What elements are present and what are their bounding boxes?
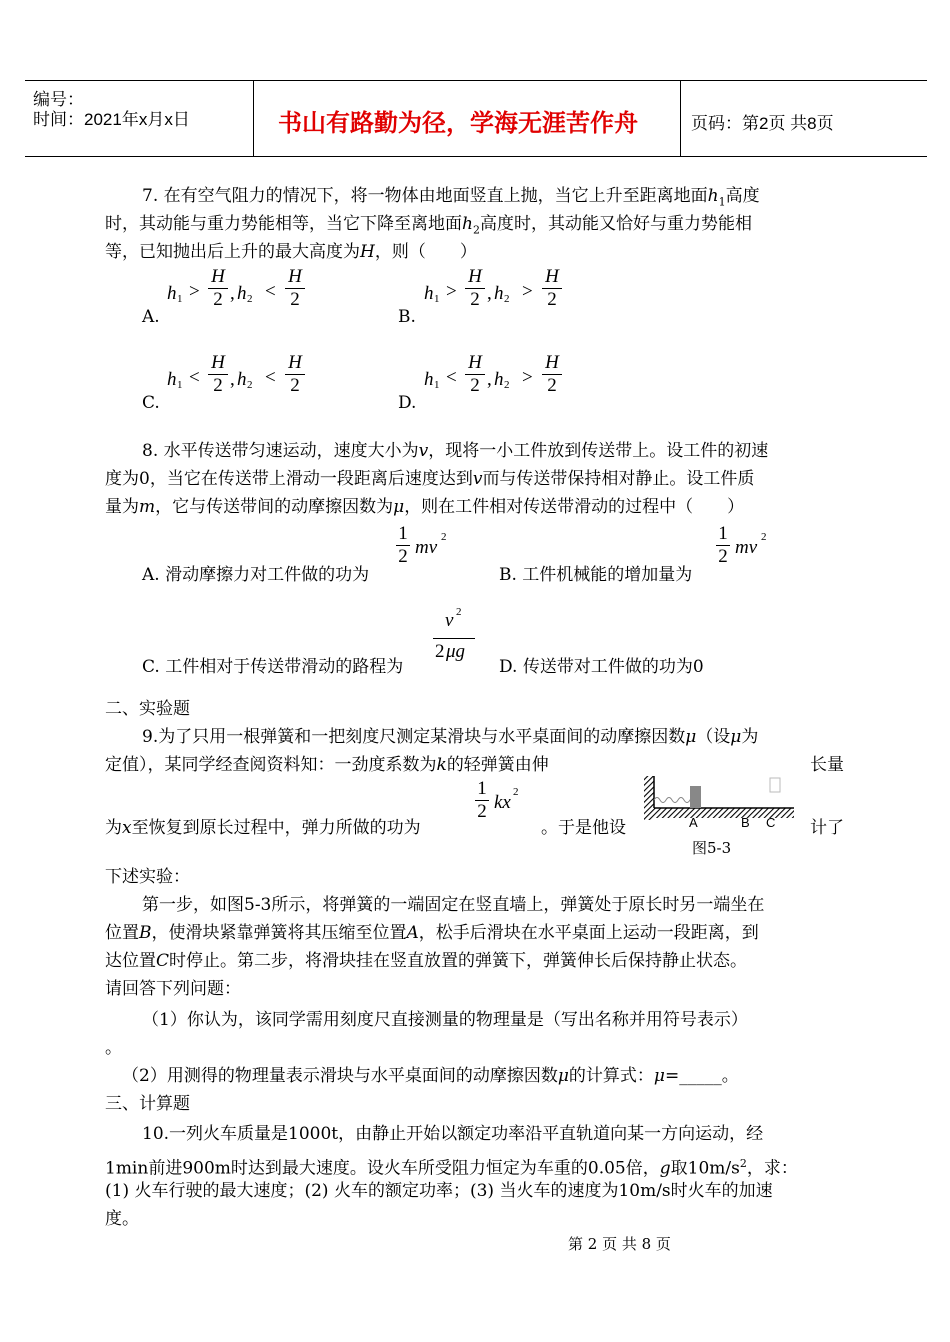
- fig-label-b: B: [741, 815, 750, 830]
- answer-blank[interactable]: _____: [679, 1066, 722, 1086]
- q9-line3: 为x至恢复到原长过程中，弹力所做的功为: [105, 818, 421, 838]
- q9-line1: 9.为了只用一根弹簧和一把刻度尺测定某滑块与水平桌面间的动摩擦因数μ（设μ为: [142, 727, 759, 747]
- motto-title: 书山有路勤为径，学海无涯苦作舟: [278, 110, 638, 137]
- q7-option-a-formula: h 1 > H 2 , h 2 < H 2: [167, 266, 317, 322]
- page-code: 页码：第2页 共8页: [691, 114, 834, 133]
- q9-line3-tail: 。于是他设: [541, 818, 626, 838]
- q8-option-c-formula: v 2 2 μg: [433, 608, 477, 668]
- q9-line2-tail: 长量: [810, 755, 844, 775]
- q8-option-a-formula: 1 2 mv 2: [396, 523, 456, 579]
- section-heading-calculation: 三、计算题: [105, 1094, 190, 1114]
- q9-work-formula: 1 2 kx 2: [475, 778, 535, 834]
- slider-block: [690, 786, 701, 808]
- q10-line3: (1) 火车行驶的最大速度；(2) 火车的额定功率；(3) 当火车的速度为10m/s时火车的加速: [105, 1181, 773, 1201]
- q7-option-b-label: B.: [398, 307, 416, 327]
- q8-line2: 度为0，当它在传送带上滑动一段距离后速度达到v而与传送带保持相对静止。设工件质: [105, 469, 755, 489]
- header-divider: [680, 81, 681, 156]
- spring-coil: [654, 798, 696, 803]
- q8-line3: 量为m，它与传送带间的动摩擦因数为μ，则在工件相对传送带滑动的过程中（ ）: [105, 497, 745, 517]
- q7-line1: 7. 在有空气阻力的情况下，将一物体由地面竖直上抛，当它上升至距离地面$h_1$高度: [142, 186, 760, 209]
- q7-option-c-label: C.: [142, 393, 160, 413]
- q10-line2: 1min前进900m时达到最大速度。设火车所受阻力恒定为车重的0.05倍，g取$10m/s^2$，求：: [105, 1157, 798, 1179]
- q7-line3: 等，已知抛出后上升的最大高度为H，则（ ）: [105, 242, 477, 262]
- q8-option-c: C. 工件相对于传送带滑动的路程为: [142, 657, 404, 677]
- time-label: 时间：2021年x月x日: [33, 110, 190, 129]
- fig-label-c: C: [766, 815, 776, 830]
- q9-para4: 请回答下列问题：: [105, 979, 241, 999]
- q9-sub1-end: 。: [105, 1038, 122, 1058]
- q7-option-d-label: D.: [398, 393, 417, 413]
- serial-label: 编号：: [33, 90, 84, 109]
- q7-option-c-formula: h 1 < H 2 , h 2 < H 2: [167, 352, 317, 408]
- fig-label-a: A: [689, 815, 698, 830]
- q8-option-b-formula: 1 2 mv 2: [716, 523, 776, 579]
- q10-line4: 度。: [105, 1209, 139, 1229]
- q7-line2: 时，其动能与重力势能相等，当它下降至离地面$h_2$高度时，其动能又恰好与重力势能相: [105, 214, 752, 237]
- q9-para1: 第一步，如图5-3所示，将弹簧的一端固定在竖直墙上，弹簧处于原长时另一端坐在: [142, 895, 765, 915]
- q9-line4: 下述实验：: [105, 867, 190, 887]
- q7-option-d-formula: h 1 < H 2 , h 2 > H 2: [424, 352, 574, 408]
- q9-sub2: （2）用测得的物理量表示滑块与水平桌面间的动摩擦因数μ的计算式：μ=_____。: [122, 1066, 739, 1086]
- q9-line2: 定值），某同学经查阅资料知：一劲度系数为k的轻弹簧由伸: [105, 755, 549, 775]
- q7-option-a-label: A.: [142, 307, 160, 327]
- q8-option-a: A. 滑动摩擦力对工件做的功为: [142, 565, 370, 585]
- block-outline: [770, 778, 780, 792]
- header-divider: [253, 81, 254, 156]
- figure-caption: 图5-3: [692, 839, 732, 857]
- q9-para3: 达位置C时停止。第二步，将滑块挂在竖直放置的弹簧下，弹簧伸长后保持静止状态。: [105, 951, 748, 971]
- q9-para2: 位置B，使滑块紧靠弹簧将其压缩至位置A，松手后滑块在水平桌面上运动一段距离，到: [105, 923, 759, 943]
- q8-option-b: B. 工件机械能的增加量为: [499, 565, 693, 585]
- q9-line3-end: 计了: [810, 818, 844, 838]
- q8-line1: 8. 水平传送带匀速运动，速度大小为v，现将一小工件放到传送带上。设工件的初速: [142, 441, 769, 461]
- q10-line1: 10.一列火车质量是1000t，由静止开始以额定功率沿平直轨道向某一方向运动，经: [142, 1124, 764, 1144]
- page-footer: 第 2 页 共 8 页: [568, 1235, 671, 1253]
- q8-option-d: D. 传送带对工件做的功为0: [499, 657, 704, 677]
- section-heading-experiment: 二、实验题: [105, 699, 190, 719]
- figure-5-3: [638, 768, 798, 858]
- page-header: [25, 80, 927, 157]
- q7-option-b-formula: h 1 > H 2 , h 2 > H 2: [424, 266, 574, 322]
- q9-sub1: （1）你认为，该同学需用刻度尺直接测量的物理量是（写出名称并用符号表示）: [142, 1010, 748, 1030]
